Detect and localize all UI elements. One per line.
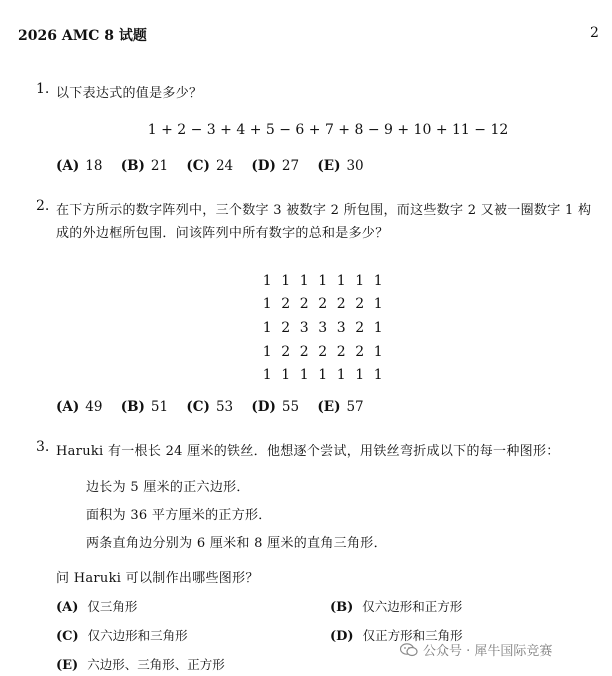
question-1-text: 以下表达式的值是多少？	[56, 86, 203, 101]
array-cell: 2	[299, 296, 309, 313]
array-cell: 3	[318, 319, 328, 336]
array-cell: 2	[281, 343, 291, 360]
array-cell: 2	[281, 296, 291, 313]
array-cell: 1	[262, 343, 272, 360]
watermark-text: 公众号 · 犀牛国际竞赛	[423, 644, 553, 659]
question-1-expression: 1 + 2 − 3 + 4 + 5 − 6 + 7 + 8 − 9 + 10 + 11 − 12	[147, 122, 509, 138]
array-cell: 2	[318, 296, 328, 313]
option-b: (B) 仅六边形和正方形	[330, 599, 463, 615]
array-row	[258, 269, 388, 293]
choice-c: (C) 24	[186, 158, 234, 174]
question-2-number: 2.	[36, 198, 50, 214]
choice-d: (D) 27	[251, 158, 300, 174]
array-cell: 1	[318, 272, 328, 289]
array-cell: 1	[281, 367, 291, 384]
array-cell: 3	[299, 319, 309, 336]
choice-b: (B) 21	[120, 158, 169, 174]
choice-b: (B) 51	[120, 399, 169, 415]
number-array	[258, 269, 388, 387]
question-2-text-line-2: 成的外边框所包围．问该阵列中所有数字的总和是多少？	[56, 226, 389, 241]
array-cell: 1	[281, 272, 291, 289]
array-row	[258, 293, 388, 317]
array-cell: 2	[318, 343, 328, 360]
question-3-number: 3.	[36, 439, 50, 455]
array-cell: 1	[299, 367, 309, 384]
array-row	[258, 363, 388, 387]
option-c: (C) 仅六边形和三角形	[56, 628, 188, 644]
array-cell: 1	[355, 272, 365, 289]
array-cell: 1	[336, 272, 346, 289]
array-cell: 1	[373, 343, 383, 360]
array-cell: 2	[355, 296, 365, 313]
question-2-text-line-1: 在下方所示的数字阵列中，三个数字 3 被数字 2 所包围，而这些数字 2 又被一圈数字 1 构	[56, 203, 592, 218]
array-cell: 2	[336, 343, 346, 360]
array-cell: 2	[299, 343, 309, 360]
array-cell: 2	[336, 296, 346, 313]
array-cell: 3	[336, 319, 346, 336]
array-cell: 1	[299, 272, 309, 289]
array-cell: 1	[355, 367, 365, 384]
shape-triangle: 两条直角边分别为 6 厘米和 8 厘米的直角三角形．	[86, 536, 387, 551]
array-cell: 2	[281, 319, 291, 336]
array-cell: 2	[355, 343, 365, 360]
page-number: 2	[590, 25, 599, 41]
watermark	[400, 640, 552, 659]
wechat-icon	[400, 643, 418, 657]
array-cell: 1	[336, 367, 346, 384]
array-row	[258, 340, 388, 364]
option-d: (D) 仅正方形和三角形	[330, 628, 463, 644]
choice-e: (E) 57	[317, 399, 364, 415]
array-row	[258, 316, 388, 340]
array-cell: 1	[262, 319, 272, 336]
array-cell: 1	[373, 367, 383, 384]
option-a: (A) 仅三角形	[56, 599, 138, 615]
choice-a: (A) 49	[56, 399, 103, 415]
option-e: (E) 六边形、三角形、正方形	[56, 657, 225, 673]
array-cell: 1	[318, 367, 328, 384]
question-3-text: Haruki 有一根长 24 厘米的铁丝．他想逐个尝试，用铁丝弯折成以下的每一种图形：	[56, 444, 560, 459]
array-cell: 1	[373, 319, 383, 336]
array-cell: 1	[262, 296, 272, 313]
array-cell: 1	[262, 272, 272, 289]
choice-a: (A) 18	[56, 158, 103, 174]
question-3-question: 问 Haruki 可以制作出哪些图形？	[56, 571, 259, 586]
shape-square: 面积为 36 平方厘米的正方形．	[86, 508, 272, 523]
choice-c: (C) 53	[186, 399, 234, 415]
choice-e: (E) 30	[317, 158, 364, 174]
shape-hexagon: 边长为 5 厘米的正六边形．	[86, 480, 250, 495]
page-header-title: 2026 AMC 8 试题	[18, 28, 147, 44]
question-1-number: 1.	[36, 81, 50, 97]
question-2-choices	[56, 399, 378, 415]
question-1-choices	[56, 158, 378, 174]
choice-d: (D) 55	[251, 399, 300, 415]
array-cell: 1	[262, 367, 272, 384]
array-cell: 1	[373, 272, 383, 289]
array-cell: 1	[373, 296, 383, 313]
array-cell: 2	[355, 319, 365, 336]
